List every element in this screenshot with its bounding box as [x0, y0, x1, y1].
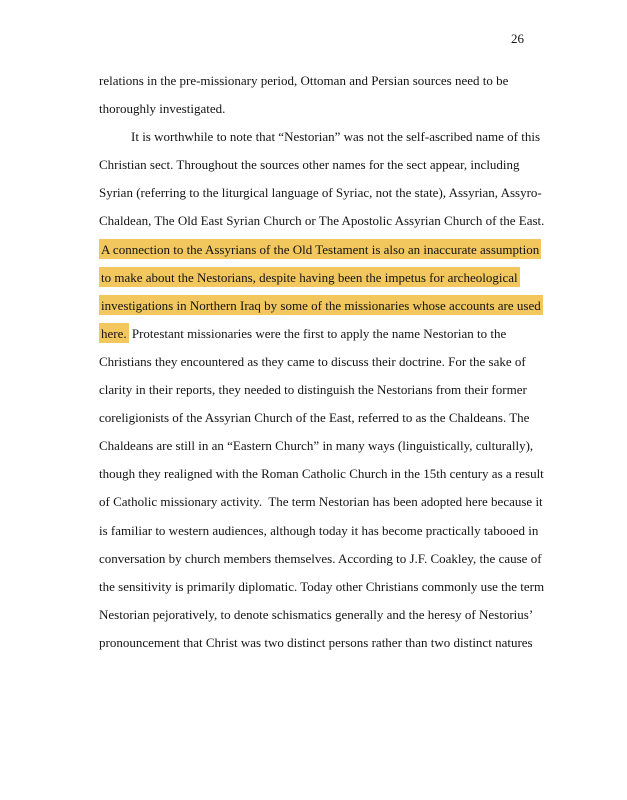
text-line — [99, 179, 542, 207]
text-line — [99, 264, 539, 292]
highlighted-text: A connection to the Assyrians of the Old Testament is also an inaccurate assumption — [99, 239, 541, 259]
text-line — [99, 348, 539, 376]
text-line — [99, 601, 539, 629]
text-line — [99, 517, 539, 545]
body-text: though they realigned with the Roman Catholic Church in the 15th century as a result — [99, 466, 544, 482]
text-line — [99, 629, 539, 657]
body-text: of Catholic missionary activity. The term Nestorian has been adopted here because it — [99, 494, 543, 510]
body-text: Syrian (referring to the liturgical language of Syriac, not the state), Assyrian, Assyro- — [99, 185, 542, 201]
body-text: Christian sect. Throughout the sources other names for the sect appear, including — [99, 157, 520, 173]
text-line — [99, 404, 539, 432]
highlighted-text: to make about the Nestorians, despite having been the impetus for archeological — [99, 267, 520, 287]
body-text: Christians they encountered as they came to discuss their doctrine. For the sake of — [99, 353, 526, 369]
text-line — [99, 460, 544, 488]
body-text: conversation by church members themselves. According to J.F. Coakley, the cause of — [99, 550, 542, 566]
text-line — [99, 488, 543, 516]
body-text: the sensitivity is primarily diplomatic. Today other Christians commonly use the term — [99, 578, 545, 594]
body-text: pronouncement that Christ was two distinct persons rather than two distinct natures — [99, 634, 533, 650]
body-text: Chaldeans are still in an “Eastern Church” in many ways (linguistically, culturally), — [99, 438, 534, 454]
text-line — [99, 67, 539, 95]
text-line — [99, 292, 539, 320]
highlighted-text: here. — [99, 323, 129, 343]
page-body — [99, 67, 545, 657]
text-line — [99, 123, 539, 151]
body-text: coreligionists of the Assyrian Church of the East, referred to as the Chaldeans. The — [99, 410, 530, 426]
text-line — [99, 151, 539, 179]
text-line — [99, 236, 539, 264]
text-line — [99, 545, 542, 573]
text-line — [99, 95, 539, 123]
body-text: thoroughly investigated. — [99, 101, 226, 117]
text-line — [99, 573, 545, 601]
highlighted-text: investigations in Northern Iraq by some of the missionaries whose accounts are used — [99, 295, 543, 315]
body-text: relations in the pre-missionary period, Ottoman and Persian sources need to be — [99, 73, 509, 88]
body-text: is familiar to western audiences, although today it has become practically tabooed in — [99, 522, 539, 538]
text-line — [99, 376, 539, 404]
text-line — [99, 207, 545, 235]
text-line — [99, 432, 539, 460]
body-text: clarity in their reports, they needed to distinguish the Nestorians from their former — [99, 382, 527, 398]
body-text: Chaldean, The Old East Syrian Church or The Apostolic Assyrian Church of the East. — [99, 213, 545, 229]
body-text: Nestorian pejoratively, to denote schismatics generally and the heresy of Nestorius’ — [99, 606, 534, 622]
body-text: Protestant missionaries were the first to apply the name Nestorian to the — [128, 325, 507, 341]
body-text: It is worthwhile to note that “Nestorian” was not the self-ascribed name of this — [131, 129, 541, 145]
text-line — [99, 320, 539, 348]
page-number: 26 — [511, 31, 524, 46]
